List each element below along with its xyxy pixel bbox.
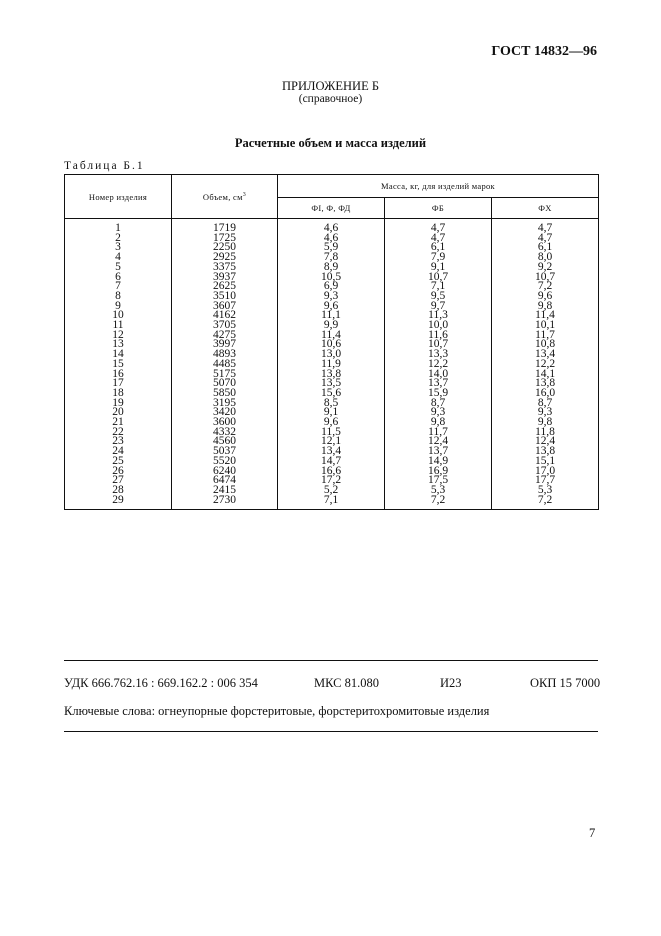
appendix-subtitle: (справочное) <box>298 93 363 105</box>
volume-cell: 4332 <box>172 428 278 438</box>
mass-f-cell: 9,9 <box>278 321 385 331</box>
table-title: Расчетные объем и масса изделий <box>234 136 427 150</box>
mass-fb-cell: 13,3 <box>385 350 492 360</box>
volume-cell: 4893 <box>172 350 278 360</box>
mass-f-cell: 7,8 <box>278 253 385 263</box>
mass-fb-cell: 8,7 <box>385 399 492 409</box>
item-number-cell: 13 <box>65 340 172 350</box>
item-number-cell: 29 <box>65 496 172 510</box>
volume-cell: 3510 <box>172 292 278 302</box>
mass-f-cell: 4,6 <box>278 234 385 244</box>
volume-cell: 3607 <box>172 302 278 312</box>
item-number-cell: 19 <box>65 399 172 409</box>
document-code: ГОСТ 14832—96 <box>491 44 597 59</box>
mass-fkh-cell: 4,7 <box>492 234 599 244</box>
item-number-cell: 6 <box>65 273 172 283</box>
mass-fb-cell: 11,3 <box>385 311 492 321</box>
mass-fkh-cell: 4,7 <box>492 219 599 234</box>
mass-fb-cell: 7,1 <box>385 282 492 292</box>
volume-cell: 4485 <box>172 360 278 370</box>
mass-f-cell: 11,5 <box>278 428 385 438</box>
mass-fb-cell: 9,7 <box>385 302 492 312</box>
mass-f-cell: 13,4 <box>278 447 385 457</box>
item-number-cell: 22 <box>65 428 172 438</box>
mass-fb-cell: 14,0 <box>385 370 492 380</box>
volume-cell: 3705 <box>172 321 278 331</box>
mass-f-cell: 10,6 <box>278 340 385 350</box>
mass-fkh-cell: 17,0 <box>492 467 599 477</box>
item-number-cell: 3 <box>65 243 172 253</box>
volume-cell: 3937 <box>172 273 278 283</box>
mass-fkh-cell: 9,8 <box>492 418 599 428</box>
mass-fb-cell: 16,9 <box>385 467 492 477</box>
volume-cell: 2250 <box>172 243 278 253</box>
volume-cell: 2925 <box>172 253 278 263</box>
appendix-title: ПРИЛОЖЕНИЕ Б <box>281 79 380 93</box>
volume-cell: 6474 <box>172 476 278 486</box>
mass-fkh-cell: 9,3 <box>492 408 599 418</box>
mass-fb-cell: 9,3 <box>385 408 492 418</box>
item-number-cell: 16 <box>65 370 172 380</box>
mass-fkh-cell: 16,0 <box>492 389 599 399</box>
mass-fb-cell: 9,5 <box>385 292 492 302</box>
mass-fb-cell: 10,0 <box>385 321 492 331</box>
item-number-cell: 7 <box>65 282 172 292</box>
footer-rule-top <box>64 660 598 661</box>
mass-fkh-cell: 12,2 <box>492 360 599 370</box>
item-number-cell: 21 <box>65 418 172 428</box>
mass-fkh-cell: 11,4 <box>492 311 599 321</box>
mass-fkh-cell: 11,8 <box>492 428 599 438</box>
mass-f-cell: 13,0 <box>278 350 385 360</box>
mass-f-cell: 9,3 <box>278 292 385 302</box>
header-volume-label: Объем, см <box>202 191 243 202</box>
header-mass-fb: ФБ <box>385 198 492 219</box>
mass-fb-cell: 10,7 <box>385 273 492 283</box>
mass-fb-cell: 17,5 <box>385 476 492 486</box>
mass-f-cell: 4,6 <box>278 219 385 234</box>
mass-fb-cell: 9,1 <box>385 263 492 273</box>
item-number-cell: 15 <box>65 360 172 370</box>
mass-fkh-cell: 12,4 <box>492 437 599 447</box>
volume-cell: 5520 <box>172 457 278 467</box>
header-mass-fkh: ФХ <box>492 198 599 219</box>
volume-cell: 1719 <box>172 219 278 234</box>
mks-code: МКС 81.080 <box>314 676 379 690</box>
mass-fb-cell: 11,7 <box>385 428 492 438</box>
mass-fb-cell: 11,6 <box>385 331 492 341</box>
volume-cell: 5175 <box>172 370 278 380</box>
mass-f-cell: 11,9 <box>278 360 385 370</box>
mass-fb-cell: 6,1 <box>385 243 492 253</box>
volume-cell: 6240 <box>172 467 278 477</box>
volume-cell: 3997 <box>172 340 278 350</box>
mass-f-cell: 9,1 <box>278 408 385 418</box>
mass-fb-cell: 9,8 <box>385 418 492 428</box>
mass-fb-cell: 10,7 <box>385 340 492 350</box>
item-number-cell: 20 <box>65 408 172 418</box>
mass-f-cell: 10,5 <box>278 273 385 283</box>
item-number-cell: 26 <box>65 467 172 477</box>
volume-cell: 2415 <box>172 486 278 496</box>
item-number-cell: 25 <box>65 457 172 467</box>
mass-f-cell: 16,6 <box>278 467 385 477</box>
keywords: Ключевые слова: огнеупорные форстеритовые, форстеритохромитовые изделия <box>64 704 490 718</box>
mass-fb-cell: 4,7 <box>385 234 492 244</box>
item-number-cell: 11 <box>65 321 172 331</box>
item-number-cell: 9 <box>65 302 172 312</box>
mass-fkh-cell: 13,8 <box>492 447 599 457</box>
item-number-cell: 17 <box>65 379 172 389</box>
mass-f-cell: 12,1 <box>278 437 385 447</box>
mass-fb-cell: 5,3 <box>385 486 492 496</box>
mass-fkh-cell: 8,0 <box>492 253 599 263</box>
mass-fkh-cell: 5,3 <box>492 486 599 496</box>
item-number-cell: 12 <box>65 331 172 341</box>
volume-cell: 3600 <box>172 418 278 428</box>
mass-f-cell: 8,9 <box>278 263 385 273</box>
header-item-number: Номер изделия <box>65 175 172 219</box>
okp-code: ОКП 15 7000 <box>530 676 601 690</box>
mass-fb-cell: 13,7 <box>385 447 492 457</box>
mass-fb-cell: 12,2 <box>385 360 492 370</box>
group-index: И23 <box>440 676 462 690</box>
header-mass-group: Масса, кг, для изделий марок <box>278 175 599 198</box>
header-mass-f: ФI, Ф, ФД <box>278 198 385 219</box>
volume-cell: 5037 <box>172 447 278 457</box>
mass-f-cell: 15,6 <box>278 389 385 399</box>
item-number-cell: 1 <box>65 219 172 234</box>
mass-f-cell: 9,6 <box>278 302 385 312</box>
mass-f-cell: 11,4 <box>278 331 385 341</box>
volume-cell: 5070 <box>172 379 278 389</box>
mass-fkh-cell: 8,7 <box>492 399 599 409</box>
item-number-cell: 8 <box>65 292 172 302</box>
volume-cell: 3420 <box>172 408 278 418</box>
mass-f-cell: 8,5 <box>278 399 385 409</box>
mass-fb-cell: 13,7 <box>385 379 492 389</box>
appendix-heading <box>0 80 661 106</box>
volume-cell: 3375 <box>172 263 278 273</box>
mass-fb-cell: 7,9 <box>385 253 492 263</box>
item-number-cell: 24 <box>65 447 172 457</box>
item-number-cell: 10 <box>65 311 172 321</box>
mass-fb-cell: 7,2 <box>385 496 492 510</box>
udc-code: УДК 666.762.16 : 669.162.2 : 006 354 <box>64 676 258 690</box>
mass-fb-cell: 14,9 <box>385 457 492 467</box>
mass-fkh-cell: 9,8 <box>492 302 599 312</box>
item-number-cell: 27 <box>65 476 172 486</box>
item-number-cell: 5 <box>65 263 172 273</box>
mass-fkh-cell: 6,1 <box>492 243 599 253</box>
mass-fkh-cell: 14,1 <box>492 370 599 380</box>
mass-f-cell: 14,7 <box>278 457 385 467</box>
mass-f-cell: 13,5 <box>278 379 385 389</box>
item-number-cell: 28 <box>65 486 172 496</box>
volume-cell: 4162 <box>172 311 278 321</box>
table-row <box>65 496 599 510</box>
mass-f-cell: 6,9 <box>278 282 385 292</box>
table-body <box>65 219 599 510</box>
volume-mass-table <box>64 174 599 510</box>
mass-f-cell: 5,2 <box>278 486 385 496</box>
header-volume-unit-exponent: 3 <box>242 191 247 198</box>
item-number-cell: 2 <box>65 234 172 244</box>
mass-fkh-cell: 7,2 <box>492 496 599 510</box>
page-number: 7 <box>589 826 596 840</box>
mass-fb-cell: 4,7 <box>385 219 492 234</box>
mass-fkh-cell: 9,2 <box>492 263 599 273</box>
volume-cell: 2625 <box>172 282 278 292</box>
mass-f-cell: 7,1 <box>278 496 385 510</box>
mass-fkh-cell: 10,7 <box>492 273 599 283</box>
mass-fkh-cell: 13,8 <box>492 379 599 389</box>
mass-fkh-cell: 10,8 <box>492 340 599 350</box>
mass-fkh-cell: 10,1 <box>492 321 599 331</box>
mass-f-cell: 17,2 <box>278 476 385 486</box>
item-number-cell: 4 <box>65 253 172 263</box>
volume-cell: 1725 <box>172 234 278 244</box>
volume-cell: 4560 <box>172 437 278 447</box>
mass-fkh-cell: 9,6 <box>492 292 599 302</box>
mass-fkh-cell: 11,7 <box>492 331 599 341</box>
mass-fb-cell: 12,4 <box>385 437 492 447</box>
volume-cell: 4275 <box>172 331 278 341</box>
mass-fb-cell: 15,9 <box>385 389 492 399</box>
mass-fkh-cell: 15,1 <box>492 457 599 467</box>
mass-fkh-cell: 13,4 <box>492 350 599 360</box>
mass-f-cell: 5,9 <box>278 243 385 253</box>
volume-cell: 5850 <box>172 389 278 399</box>
volume-cell: 3195 <box>172 399 278 409</box>
table-label: Таблица Б.1 <box>64 160 145 172</box>
mass-f-cell: 13,8 <box>278 370 385 380</box>
item-number-cell: 14 <box>65 350 172 360</box>
mass-fkh-cell: 17,7 <box>492 476 599 486</box>
mass-f-cell: 11,1 <box>278 311 385 321</box>
mass-fkh-cell: 7,2 <box>492 282 599 292</box>
mass-f-cell: 9,6 <box>278 418 385 428</box>
footer-rule-bottom <box>64 731 598 732</box>
item-number-cell: 23 <box>65 437 172 447</box>
item-number-cell: 18 <box>65 389 172 399</box>
header-volume <box>172 175 278 219</box>
volume-cell: 2730 <box>172 496 278 510</box>
